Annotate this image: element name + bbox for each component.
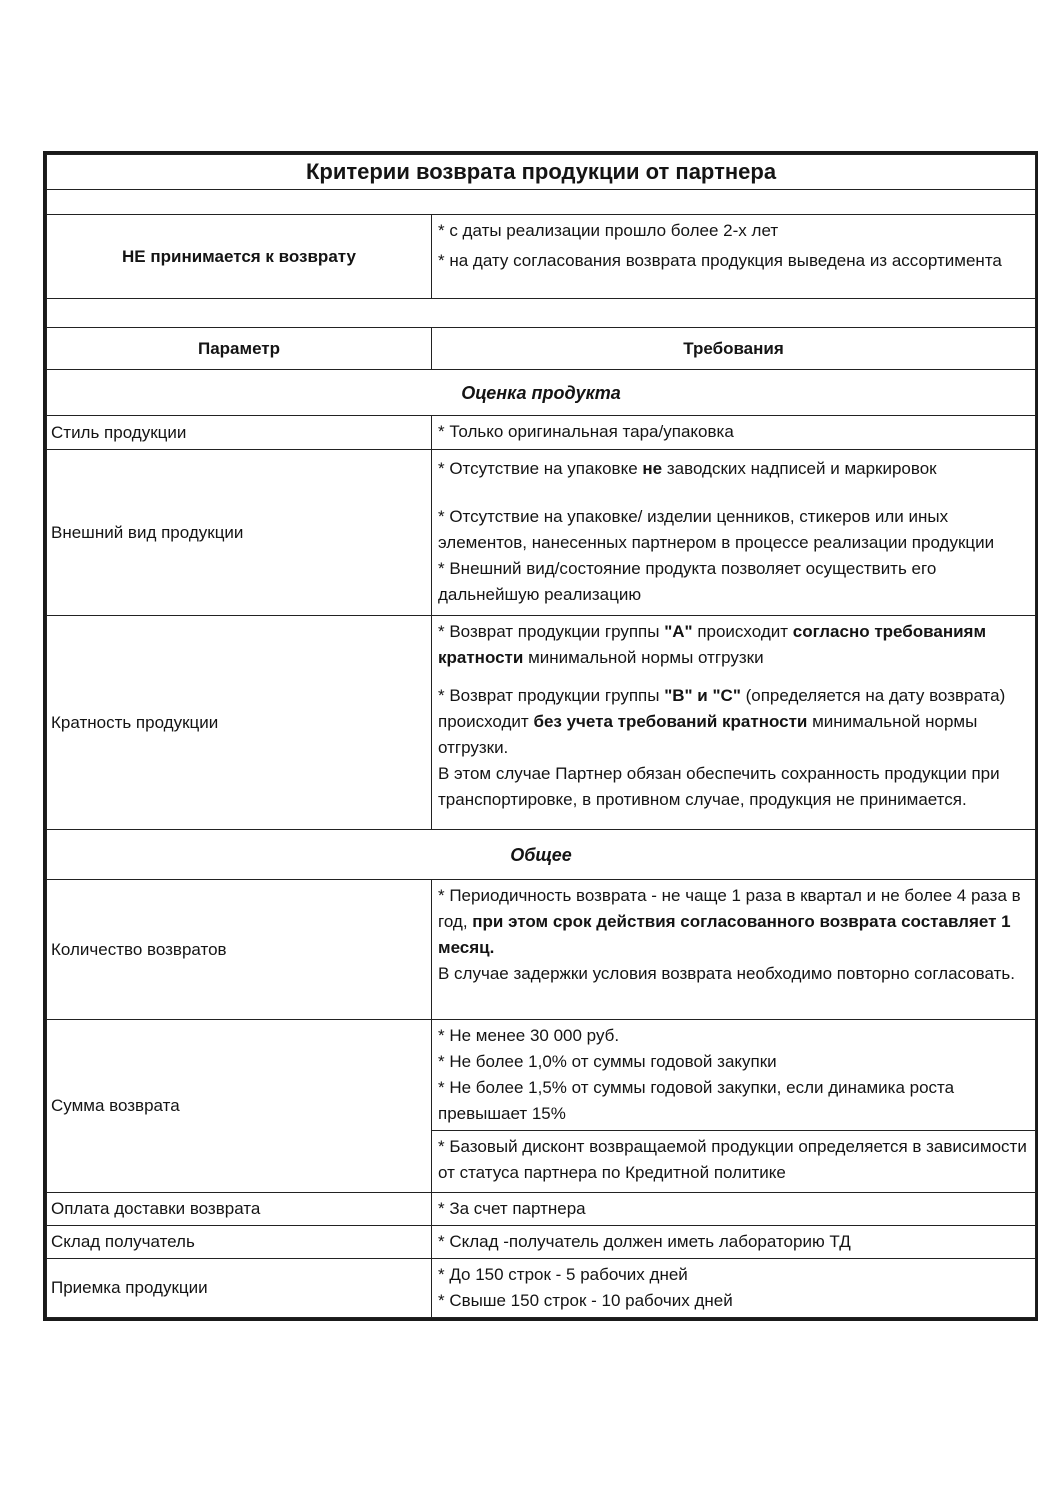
section-row	[47, 370, 1036, 416]
req-warehouse: * Склад -получатель должен иметь лабораторию ТД	[432, 1226, 1036, 1259]
not-accepted-conditions	[432, 215, 1036, 299]
param-acceptance: Приемка продукции	[47, 1259, 432, 1318]
table-row	[47, 1020, 1036, 1131]
multiplicity-para-3: В этом случае Партнер обязан обеспечить сохранность продукции при транспортировке, в противном случае, продукция не принимается.	[438, 764, 1000, 809]
table-row	[47, 880, 1036, 1020]
not-accepted-row	[47, 215, 1036, 299]
section-general: Общее	[47, 830, 1036, 880]
empty-row	[47, 299, 1036, 328]
param-returns-count: Количество возвратов	[47, 880, 432, 1020]
appearance-line-2: * Отсутствие на упаковке/ изделии ценников, стикеров или иных элементов, нанесенных партнером в процессе реализации продукции	[438, 507, 995, 552]
header-row	[47, 328, 1036, 370]
criteria-document	[43, 151, 1038, 1321]
multiplicity-para-2: * Возврат продукции группы "В" и "С" (определяется на дату возврата) происходит без учета требований кратности минимальной нормы отгрузки.	[438, 686, 1006, 757]
document-title: Критерии возврата продукции от партнера	[47, 155, 1036, 190]
param-warehouse: Склад получатель	[47, 1226, 432, 1259]
req-acceptance	[432, 1259, 1036, 1318]
not-accepted-condition: * на дату согласования возврата продукция выведена из ассортимента	[438, 251, 1002, 270]
req-base-discount: * Базовый дисконт возвращаемой продукции определяется в зависимости от статуса партнера по Кредитной политике	[432, 1131, 1036, 1193]
acceptance-line: * Свыше 150 строк - 10 рабочих дней	[438, 1291, 733, 1310]
multiplicity-para-1: * Возврат продукции группы "А" происходит согласно требованиям кратности минимальной нормы отгрузки	[438, 622, 987, 667]
param-multiplicity: Кратность продукции	[47, 616, 432, 830]
req-appearance	[432, 450, 1036, 616]
return-sum-line: * Не более 1,0% от суммы годовой закупки	[438, 1052, 777, 1071]
not-accepted-condition: * с даты реализации прошло более 2-х лет	[438, 221, 779, 240]
column-header-requirements: Требования	[432, 328, 1036, 370]
empty-cell	[47, 299, 1036, 328]
returns-count-text: * Периодичность возврата - не чаще 1 раза в квартал и не более 4 раза в год, при этом срок действия согласованного возврата составляет 1 месяц.	[438, 886, 1021, 957]
req-delivery-payment: * За счет партнера	[432, 1193, 1036, 1226]
req-returns-count	[432, 880, 1036, 1020]
return-sum-line: * Не более 1,5% от суммы годовой закупки, если динамика роста превышает 15%	[438, 1078, 955, 1123]
appearance-line-3: * Внешний вид/состояние продукта позволяет осуществить его дальнейшую реализацию	[438, 559, 937, 604]
req-style: * Только оригинальная тара/упаковка	[432, 416, 1036, 450]
table-row	[47, 450, 1036, 616]
column-header-param: Параметр	[47, 328, 432, 370]
req-multiplicity	[432, 616, 1036, 830]
param-appearance: Внешний вид продукции	[47, 450, 432, 616]
table-row	[47, 1193, 1036, 1226]
returns-count-note: В случае задержки условия возврата необходимо повторно согласовать.	[438, 964, 1015, 983]
not-accepted-label: НЕ принимается к возврату	[47, 215, 432, 299]
section-product-evaluation: Оценка продукта	[47, 370, 1036, 416]
title-row	[47, 155, 1036, 190]
table-row	[47, 616, 1036, 830]
acceptance-line: * До 150 строк - 5 рабочих дней	[438, 1265, 688, 1284]
criteria-table	[46, 154, 1036, 1318]
return-sum-line: * Не менее 30 000 руб.	[438, 1026, 620, 1045]
param-delivery-payment: Оплата доставки возврата	[47, 1193, 432, 1226]
empty-cell	[47, 190, 1036, 215]
appearance-line-1: * Отсутствие на упаковке не заводских надписей и маркировок	[438, 459, 937, 478]
param-style: Стиль продукции	[47, 416, 432, 450]
param-return-sum: Сумма возврата	[47, 1020, 432, 1193]
empty-row	[47, 190, 1036, 215]
section-row	[47, 830, 1036, 880]
req-return-sum	[432, 1020, 1036, 1131]
table-row	[47, 416, 1036, 450]
table-row	[47, 1226, 1036, 1259]
table-row	[47, 1259, 1036, 1318]
